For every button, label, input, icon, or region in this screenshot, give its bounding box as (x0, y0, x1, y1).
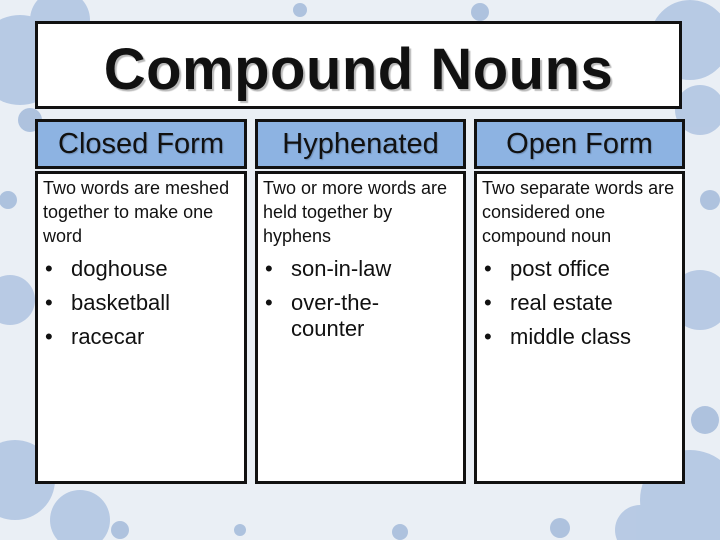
column-body (474, 171, 685, 484)
example-list (263, 256, 459, 342)
column-description: Two separate words are considered one compound noun (482, 178, 675, 246)
title-box (35, 21, 682, 109)
bullet-icon: • (484, 290, 492, 315)
bullet-icon: • (45, 290, 53, 315)
list-item: • racecar (45, 324, 145, 349)
example-list (482, 256, 678, 350)
column-closed-form (35, 119, 247, 484)
bullet-icon: • (265, 256, 273, 281)
example-list (43, 256, 240, 350)
list-item: • doghouse (45, 256, 168, 281)
page-title: Compound Nouns (103, 37, 614, 102)
column-heading: Hyphenated (255, 119, 466, 169)
bullet-icon: • (265, 290, 273, 315)
list-item: • son-in-law (265, 256, 392, 281)
list-item: • middle class (484, 324, 632, 349)
column-heading: Closed Form (35, 119, 247, 169)
column-body (35, 171, 247, 484)
bullet-icon: • (45, 324, 53, 349)
list-item: • basketball (45, 290, 171, 315)
column-body (255, 171, 466, 484)
column-heading: Open Form (474, 119, 685, 169)
column-open-form (474, 119, 685, 484)
bullet-icon: • (484, 324, 492, 349)
column-hyphenated (255, 119, 466, 484)
list-item: • post office (484, 256, 610, 281)
bullet-icon: • (484, 256, 492, 281)
list-item: • real estate (484, 290, 613, 315)
column-description: Two words are meshed together to make one word (43, 178, 230, 246)
bullet-icon: • (45, 256, 53, 281)
list-item: • over-the-counter (265, 290, 380, 341)
column-description: Two or more words are held together by hyphens (263, 178, 448, 246)
